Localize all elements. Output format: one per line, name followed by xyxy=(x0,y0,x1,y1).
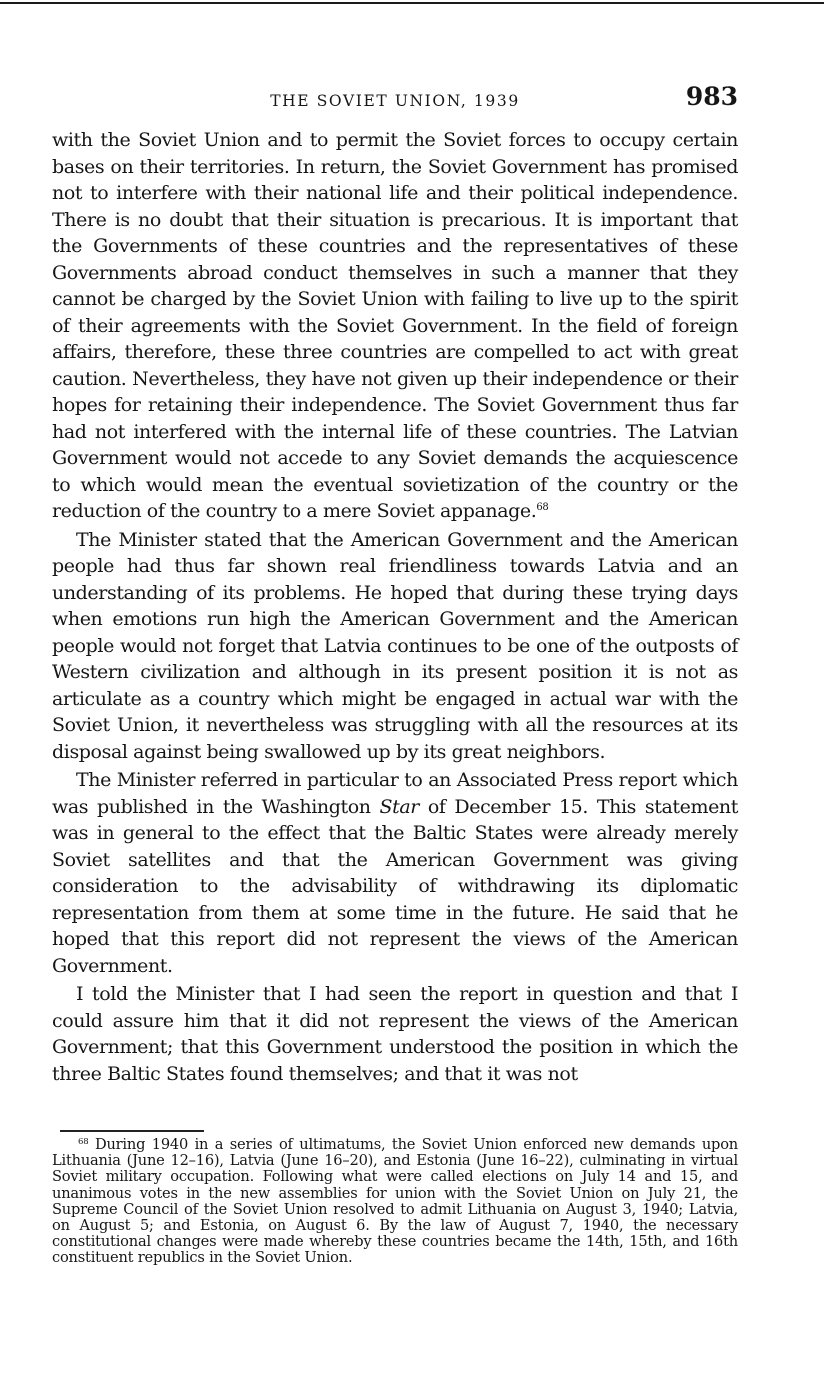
body-text xyxy=(52,127,738,1087)
footnote-reference-68[interactable]: 68 xyxy=(536,502,549,513)
paragraph-1-text: with the Soviet Union and to permit the Soviet forces to occupy certain bases on their territories. In return, the Soviet Government has promised not to interfere with their national life and their political independence. There is no doubt that their situation is precarious. It is important that the Governments of these countries and the representatives of these Governments abroad conduct themselves in such a manner that they cannot be charged by the Soviet Union with failing to live up to the spirit of their agreements with the Soviet Government. In the field of foreign affairs, therefore, these three countries are compelled to act with great caution. Nevertheless, they have not given up their independence or their hopes for retaining their independence. The Soviet Government thus far had not interfered with the internal life of these countries. The Latvian Government would not accede to any Soviet demands the acquiescence to which would mean the eventual sovietization of the country or the reduction of the country to a mere Soviet appanage. xyxy=(52,129,738,522)
page-number: 983 xyxy=(685,82,738,111)
footnote-rule xyxy=(60,1130,204,1132)
footnote-text: During 1940 in a series of ultimatums, the Soviet Union enforced new demands upon Lithuania (June 12–16), Latvia (June 16–20), and Estonia (June 16–22), culminating in virtual Soviet military occupation. Following what were called elections on July 14 and 15, and unanimous votes in the new assemblies for union with the Soviet Union on July 21, the Supreme Council of the Soviet Union resolved to admit Lithuania on August 3, 1940; Latvia, on August 5; and Estonia, on August 6. By the law of August 7, 1940, the necessary constitutional changes were made whereby these countries became the 14th, 15th, and 16th constituent republics in the Soviet Union. xyxy=(52,1136,738,1267)
paragraph-3-before: The Minister referred in particular to an Associated Press report which was published in the Washington xyxy=(52,769,738,818)
footnote-68 xyxy=(52,1137,738,1267)
running-head: THE SOVIET UNION, 1939 xyxy=(270,92,520,110)
paragraph-3 xyxy=(52,767,738,979)
footnote-number: 68 xyxy=(78,1137,89,1147)
paragraph-1 xyxy=(52,127,738,525)
paragraph-3-after: of December 15. This statement was in general to the effect that the Baltic States were already merely Soviet satellites and that the American Government was giving consideration to the advisability of withdrawing its diplomatic representation from them at some time in the future. He said that he hoped that this report did not represent the views of the American Government. xyxy=(52,795,738,977)
page-header xyxy=(52,82,738,122)
paragraph-2: The Minister stated that the American Government and the American people had thus far shown real friendliness towards Latvia and an understanding of its problems. He hoped that during these trying days when emotions run high the American Government and the American people would not forget that Latvia continues to be one of the outposts of Western civilization and although in its present position it is not as articulate as a country which might be engaged in actual war with the Soviet Union, it nevertheless was struggling with all the resources at its disposal against being swallowed up by its great neighbors. xyxy=(52,528,738,763)
newspaper-title: Star xyxy=(379,795,419,818)
top-border-rule xyxy=(0,2,824,4)
paragraph-4: I told the Minister that I had seen the report in question and that I could assure him that it did not represent the views of the American Government; that this Government understood the position in which the three Baltic States found themselves; and that it was not xyxy=(52,983,738,1085)
